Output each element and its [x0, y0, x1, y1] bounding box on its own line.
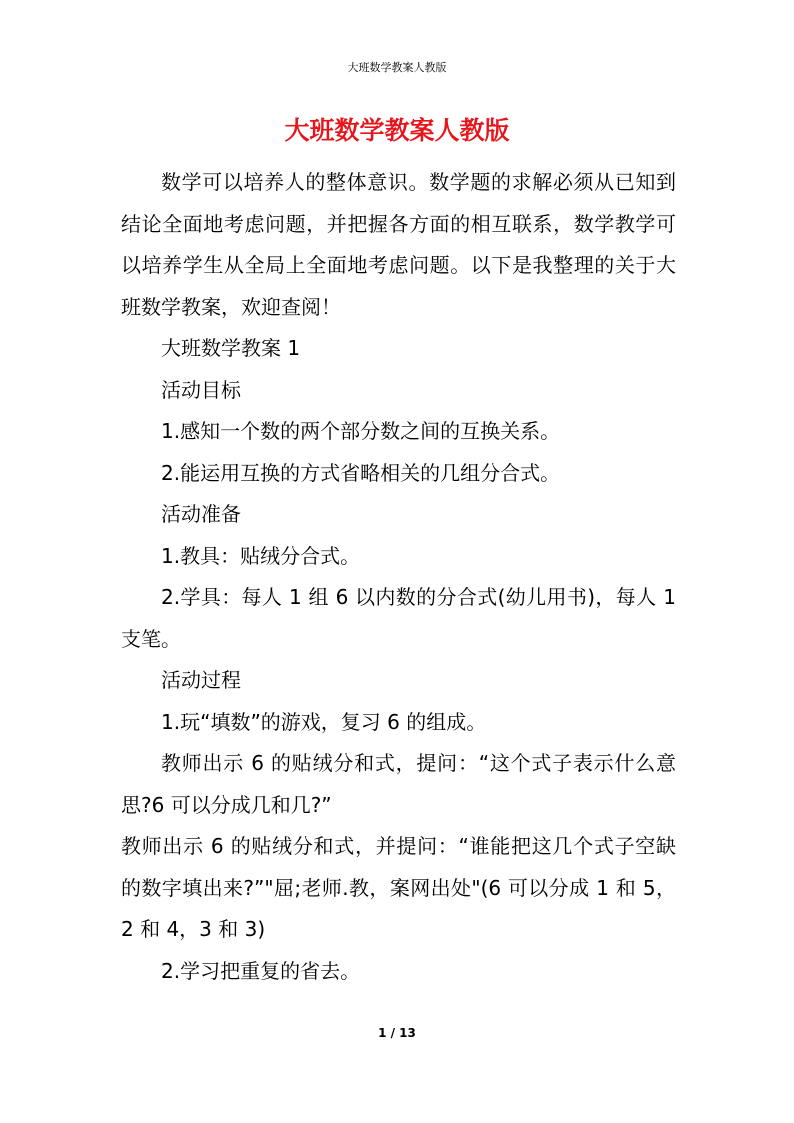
process-step-1: 1.玩“填数”的游戏，复习 6 的组成。 — [161, 709, 487, 734]
preparation-item-1: 1.教具：贴绒分合式。 — [161, 543, 361, 568]
document-body — [121, 162, 676, 992]
objective-item-2: 2.能运用互换的方式省略相关的几组分合式。 — [161, 460, 561, 485]
page-number: 1 / 13 — [378, 1026, 416, 1040]
document-title: 大班数学教案人教版 — [284, 116, 510, 145]
section-heading-preparation: 活动准备 — [161, 502, 241, 526]
process-step-2: 2.学习把重复的省去。 — [161, 958, 361, 983]
preparation-item-2: 2.学具：每人 1 组 6 以内数的分合式(幼儿用书)，每人 1 支笔。 — [121, 585, 676, 651]
process-step-1-detail-b: 教师出示 6 的贴绒分和式，并提问：“谁能把这几个式子空缺的数字填出来?”"屈;老师.教，案网出处"(6 可以分成 1 和 5，2 和 4，3 和 3) — [121, 834, 676, 941]
intro-paragraph: 数学可以培养人的整体意识。数学题的求解必须从已知到结论全面地考虑问题，并把握各方面的相互联系，数学教学可以培养学生从全局上全面地考虑问题。以下是我整理的关于大班数学教案，欢迎查阅！ — [121, 170, 676, 319]
process-step-1-detail-a: 教师出示 6 的贴绒分和式，提问：“这个式子表示什么意思?6 可以分成几和几?” — [121, 751, 676, 817]
section-heading-process: 活动过程 — [161, 668, 241, 692]
objective-item-1: 1.感知一个数的两个部分数之间的互换关系。 — [161, 419, 561, 443]
section-heading-lesson-1: 大班数学教案 1 — [161, 336, 301, 360]
section-heading-objectives: 活动目标 — [161, 377, 241, 402]
running-header: 大班数学教案人教版 — [347, 61, 447, 74]
